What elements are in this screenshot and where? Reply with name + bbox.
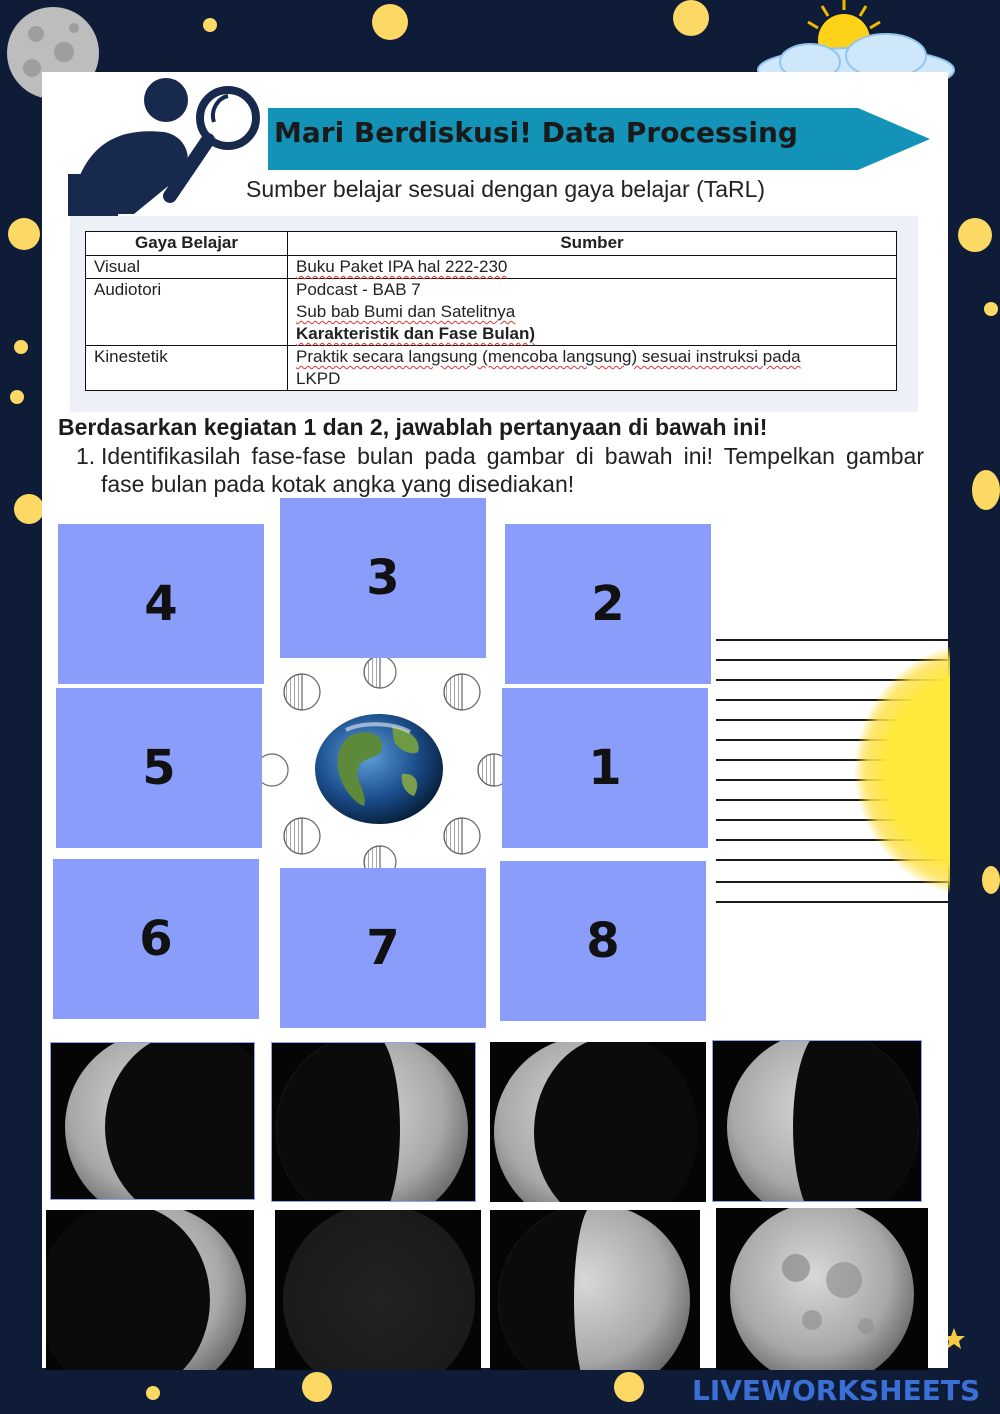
table-cell-style: Kinestetik	[86, 346, 288, 391]
earth-icon	[315, 714, 443, 824]
star-dot	[984, 302, 998, 316]
moon-card-5[interactable]	[46, 1210, 254, 1370]
star-dot	[8, 218, 40, 250]
sun-rays-diagram	[712, 620, 950, 920]
moon-card-3[interactable]	[490, 1042, 706, 1202]
drop-box-7[interactable]: 7	[280, 868, 486, 1028]
new-moon-icon	[275, 1210, 481, 1370]
source-line: Sub bab Bumi dan Satelitnya	[296, 302, 516, 321]
source-line: LKPD	[296, 369, 341, 388]
question-text: Identifikasilah fase-fase bulan pada gambar di bawah ini! Tempelkan gambar fase bulan pada kotak angka yang disediakan!	[101, 443, 924, 497]
table-cell-source	[288, 279, 897, 346]
star-dot	[302, 1372, 332, 1402]
star-dot	[972, 470, 1000, 510]
drop-box-3[interactable]: 3	[280, 498, 486, 658]
magnifier-person-icon	[68, 74, 268, 216]
star-dot	[14, 494, 44, 524]
table-row	[86, 279, 897, 346]
full-moon-icon	[716, 1208, 928, 1370]
star-dot	[958, 218, 992, 252]
star-dot	[14, 340, 28, 354]
table-cell-style: Visual	[86, 256, 288, 279]
waning-crescent-moon-icon	[51, 1043, 255, 1200]
moon-card-1[interactable]	[50, 1042, 255, 1200]
star-dot	[982, 866, 1000, 894]
question-1	[76, 442, 924, 498]
source-line: Buku Paket IPA hal 222-230	[296, 257, 508, 276]
moon-card-8[interactable]	[716, 1208, 928, 1370]
source-line: Praktik secara langsung (mencoba langsung) sesuai instruksi pada	[296, 347, 801, 366]
table-header-cell: Gaya Belajar	[86, 232, 288, 256]
table-cell-source	[288, 346, 897, 391]
drop-box-2[interactable]: 2	[505, 524, 711, 684]
table-header-row	[86, 232, 897, 256]
star-dot	[10, 390, 24, 404]
star-dot	[614, 1372, 644, 1402]
source-line: Karakteristik dan Fase Bulan)	[296, 324, 536, 343]
star-dot	[673, 0, 709, 36]
learning-style-table	[85, 231, 897, 391]
table-row	[86, 256, 897, 279]
instruction-text: Berdasarkan kegiatan 1 dan 2, jawablah pertanyaan di bawah ini!	[58, 414, 768, 440]
source-line: Podcast - BAB 7	[296, 280, 421, 299]
drop-box-5[interactable]: 5	[56, 688, 262, 848]
watermark-logo: LIVEWORKSHEETS	[692, 1374, 981, 1407]
question-number: 1.	[76, 443, 96, 469]
drop-box-1[interactable]: 1	[502, 688, 708, 848]
moon-card-2[interactable]	[271, 1042, 476, 1202]
table-header-cell: Sumber	[288, 232, 897, 256]
first-quarter-moon-icon	[272, 1043, 476, 1202]
waxing-crescent-moon-icon	[490, 1042, 706, 1202]
table-cell-source	[288, 256, 897, 279]
star-dot	[203, 18, 217, 32]
drop-box-4[interactable]: 4	[58, 524, 264, 684]
first-quarter-right-moon-icon	[490, 1210, 700, 1370]
earth-orbit-diagram	[262, 656, 502, 874]
table-row	[86, 346, 897, 391]
moon-card-7[interactable]	[490, 1210, 700, 1370]
star-dot	[372, 4, 408, 40]
table-cell-style: Audiotori	[86, 279, 288, 346]
star-dot	[146, 1386, 160, 1400]
drop-box-6[interactable]: 6	[53, 859, 259, 1019]
page-title: Mari Berdiskusi! Data Processing	[274, 116, 798, 149]
page-subtitle: Sumber belajar sesuai dengan gaya belajar (TaRL)	[246, 176, 766, 202]
waning-gibbous-moon-icon	[713, 1041, 922, 1202]
moon-card-4[interactable]	[712, 1040, 922, 1202]
waxing-crescent-right-moon-icon	[46, 1210, 254, 1370]
drop-box-8[interactable]: 8	[500, 861, 706, 1021]
moon-card-6[interactable]	[275, 1210, 481, 1370]
